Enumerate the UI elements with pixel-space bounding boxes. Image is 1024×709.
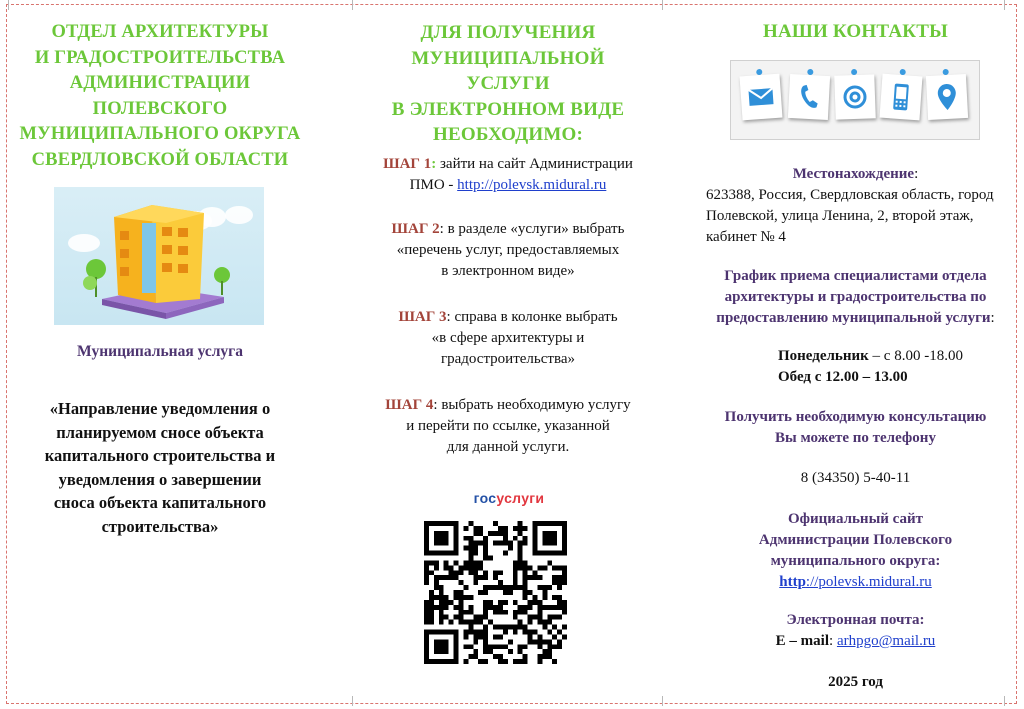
official-site: Официальный сайт Администрации Полевского муниципального округа: http://polevsk.midural.ru [758, 511, 953, 590]
step-4: ШАГ 4: выбрать необходимую услугу и перейти по ссылке, указанной для данной услуги. [385, 397, 631, 455]
step-2: ШАГ 2: в разделе «услуги» выбрать «перечень услуг, предоставляемых в электронном виде» [391, 221, 625, 279]
department-title: ОТДЕЛ АРХИТЕКТУРЫ И ГРАДОСТРОИТЕЛЬСТВА АДМИНИСТРАЦИИ ПОЛЕВСКОГО МУНИЦИПАЛЬНОГО ОКРУГА СВЕРДЛОВСКОЙ ОБЛАСТИ [19, 22, 301, 170]
at-sign-icon [834, 74, 876, 119]
left-panel [10, 0, 310, 709]
mobile-phone-icon [880, 74, 923, 121]
envelope-icon [740, 74, 783, 121]
service-name: «Направление уведомления о планируемом сносе объекта капитального строительства и уведомления о завершении сноса объекта капитального строительства» [44, 399, 276, 536]
schedule-title: График приема специалистами отдела архитектуры и градостроительства по предоставлению муниципальной услуги: [716, 268, 995, 326]
gosuslugi-logo[interactable]: госуслуги [473, 490, 545, 506]
instructions-title: ДЛЯ ПОЛУЧЕНИЯ МУНИЦИПАЛЬНОЙ УСЛУГИ В ЭЛЕКТРОННОМ ВИДЕ НЕОБХОДИМО: [391, 22, 625, 145]
schedule: Понедельник – с 8.00 -18.00 Обед с 12.00 – 13.00 [778, 348, 963, 385]
step-3: ШАГ 3: справа в колонке выбрать «в сфере архитектуры и градостроительства» [398, 309, 618, 367]
polevsk-site-link[interactable]: http://polevsk.midural.ru [457, 177, 607, 193]
contacts-title: НАШИ КОНТАКТЫ [763, 21, 948, 42]
official-site-link[interactable]: http://polevsk.midural.ru [779, 574, 932, 590]
location-pin-icon [926, 74, 968, 120]
service-subtitle: Муниципальная услуга [77, 343, 243, 360]
location-heading: Местонахождение: [792, 166, 919, 182]
crop-mark [662, 0, 673, 10]
step-1: ШАГ 1: зайти на сайт Администрации ПМО - http://polevsk.midural.ru [383, 156, 633, 193]
address: 623388, Россия, Свердловская область, город Полевской, улица Ленина, 2, второй этаж, кабинет № 4 [706, 187, 994, 245]
email-link[interactable]: arhpgo@mail.ru [836, 633, 936, 649]
qr-code-icon[interactable] [424, 521, 567, 664]
building-icon [54, 187, 264, 325]
email-block: Электронная почта: E – mail: arhpgo@mail.ru [775, 612, 936, 649]
phone-number[interactable]: 8 (34350) 5-40-11 [800, 470, 911, 486]
contacts-banner [730, 60, 980, 140]
crop-mark [662, 696, 673, 706]
year: 2025 год [828, 674, 883, 690]
consultation-text: Получить необходимую консультацию Вы можете по телефону [724, 409, 987, 446]
phone-icon [788, 74, 830, 120]
right-panel [703, 0, 1008, 709]
middle-panel [358, 0, 658, 709]
